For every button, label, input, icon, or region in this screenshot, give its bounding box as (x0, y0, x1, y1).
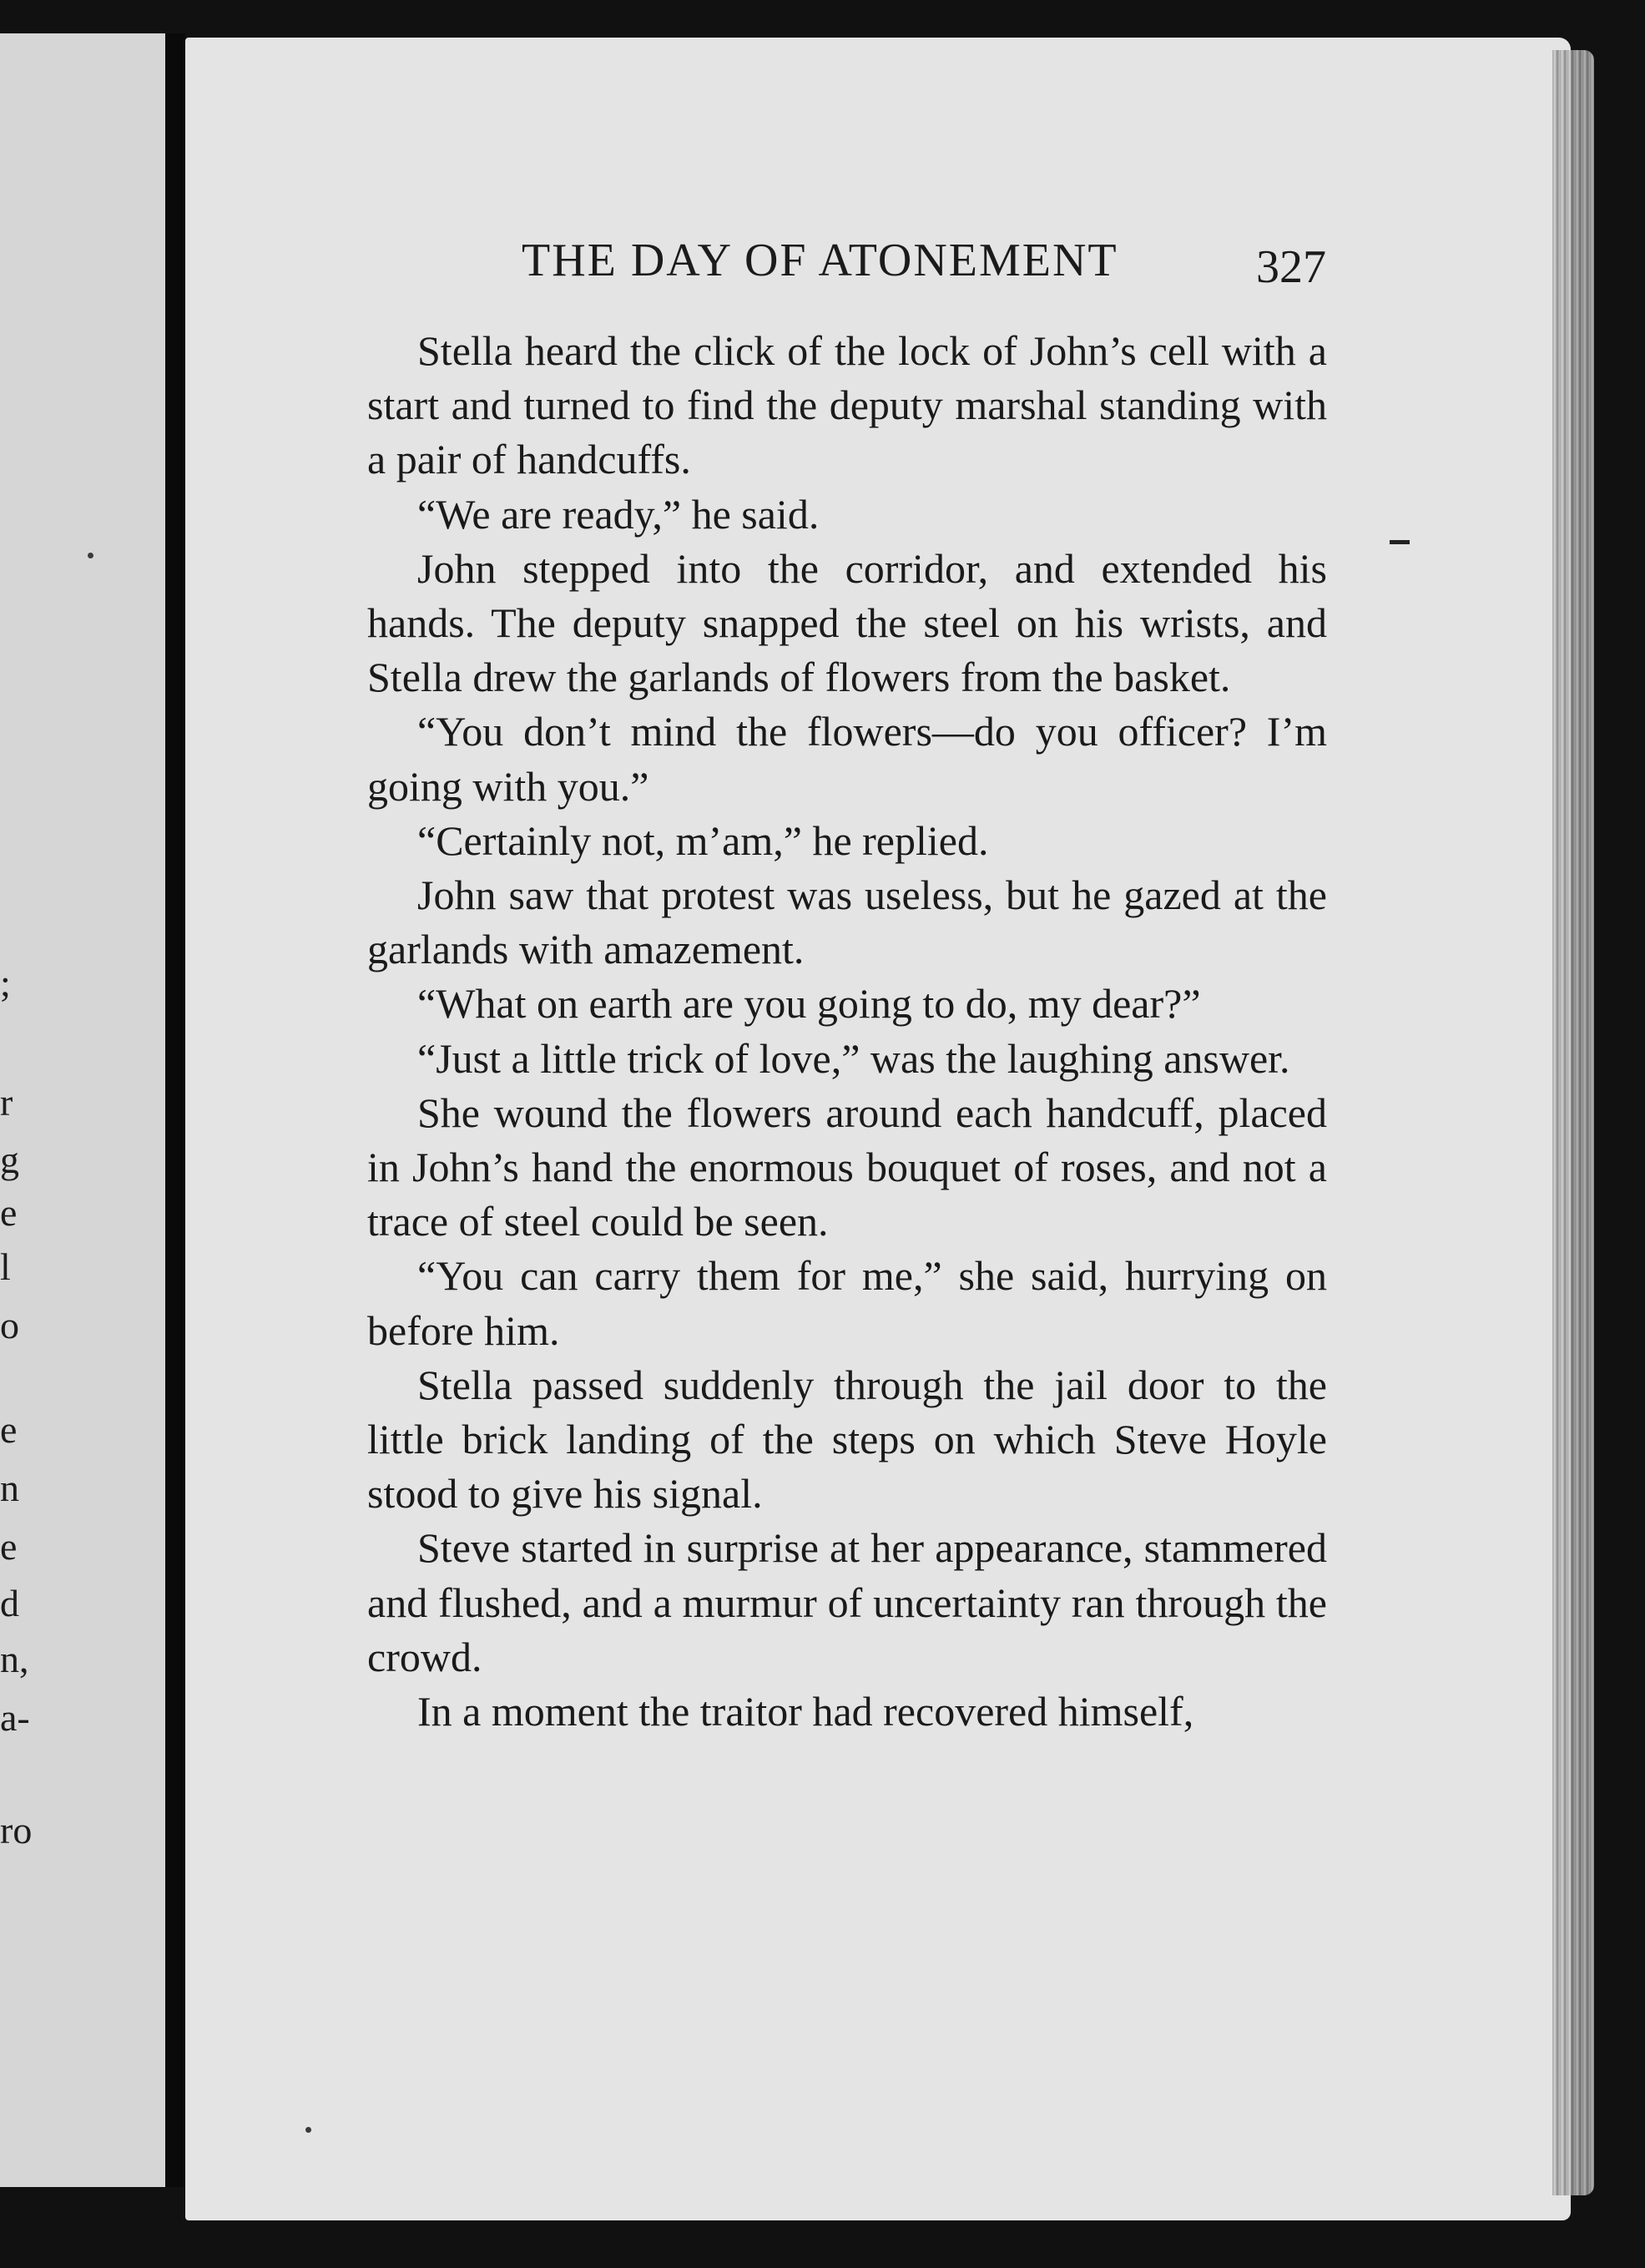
page-stack-edge (1552, 50, 1594, 2195)
left-page-text-fragment: ro (0, 1809, 33, 1851)
left-page-text-fragment: n, (0, 1638, 29, 1680)
dust-speck (305, 2127, 311, 2133)
paragraph: John saw that protest was useless, but he gazed at the garlands with amazement. (367, 871, 1327, 973)
running-head (522, 225, 1356, 292)
left-page-text-fragment: o (0, 1304, 19, 1346)
paragraph: “What on earth are you going to do, my dear?” (417, 980, 1201, 1028)
left-page-text-fragment: e (0, 1408, 18, 1451)
running-head-title: THE DAY OF ATONEMENT (522, 235, 1118, 286)
page-number: 327 (1256, 241, 1326, 293)
left-page-text-fragment: n (0, 1467, 19, 1509)
paragraph: John stepped into the corridor, and extended his hands. The deputy snapped the steel on his wrists, and Stella drew the garlands of flowers from the basket. (367, 544, 1327, 701)
left-page-text-fragment: ; (0, 962, 11, 1004)
paragraph: Stella passed suddenly through the jail door to the little brick landing of the steps on which Steve Hoyle stood to give his signal. (367, 1361, 1327, 1518)
paragraph: “We are ready,” he said. (417, 490, 820, 538)
left-page-text-fragment: e (0, 1191, 18, 1234)
left-page-text-fragment: d (0, 1582, 19, 1624)
left-page-edge (0, 33, 171, 2187)
dust-speck (88, 553, 93, 558)
left-page-text-fragment: l (0, 1245, 11, 1288)
left-page-text-fragment: e (0, 1525, 18, 1568)
paragraph: In a moment the traitor had recovered himself, (417, 1688, 1194, 1735)
paragraph: She wound the flowers around each handcuff, placed in John’s hand the enormous bouquet of roses, and not a trace of steel could be seen. (367, 1089, 1327, 1245)
paragraph: “You can carry them for me,” she said, hurrying on before him. (367, 1252, 1327, 1354)
paragraph: “You don’t mind the flowers—do you officer? I’m going with you.” (367, 708, 1327, 810)
paragraph: “Certainly not, m’am,” he replied. (417, 816, 989, 864)
left-page-text-fragment: r (0, 1081, 13, 1124)
body-text (367, 324, 1327, 1739)
paragraph: Steve started in surprise at her appearance, stammered and flushed, and a murmur of uncertainty ran through the crowd. (367, 1524, 1327, 1680)
paragraph: Stella heard the click of the lock of John’s cell with a start and turned to find the deputy marshal standing with a pair of handcuffs. (367, 327, 1327, 483)
left-page-text-fragment: a- (0, 1696, 30, 1739)
left-page-text-fragment: g (0, 1139, 19, 1181)
margin-mark (1390, 540, 1410, 544)
paragraph: “Just a little trick of love,” was the laughing answer. (417, 1034, 1290, 1082)
book-gutter (165, 33, 185, 2187)
